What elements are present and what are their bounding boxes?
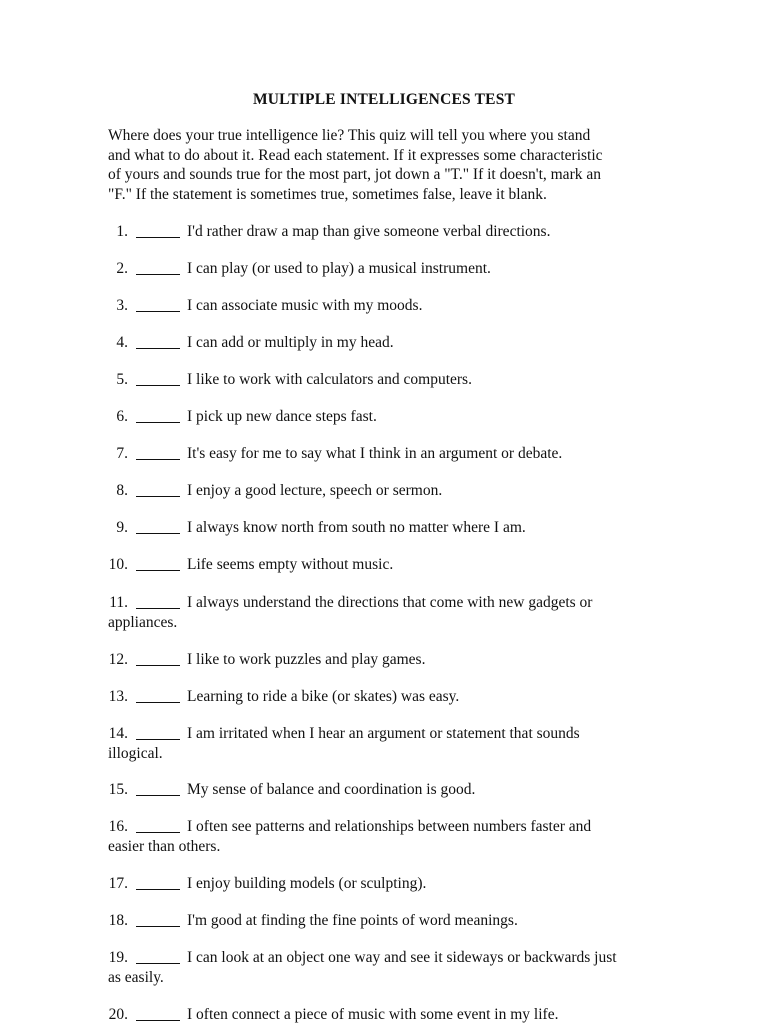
answer-blank[interactable]	[136, 687, 180, 703]
list-item	[108, 874, 668, 894]
answer-blank[interactable]	[136, 817, 180, 833]
question-number: 12.	[108, 651, 128, 668]
list-item	[108, 370, 668, 390]
list-item	[108, 407, 668, 427]
list-item	[108, 444, 668, 464]
intro-line: of yours and sounds true for the most part, jot down a "T." If it doesn't, mark an	[108, 166, 601, 183]
question-line	[108, 650, 668, 670]
question-text: I can look at an object one way and see it sideways or backwards just	[187, 949, 617, 966]
question-number: 8.	[116, 482, 128, 499]
question-line	[108, 222, 668, 242]
question-number: 1.	[116, 223, 128, 240]
question-line	[108, 407, 668, 427]
question-text: I like to work puzzles and play games.	[187, 651, 426, 668]
answer-blank[interactable]	[136, 296, 180, 312]
question-line	[108, 687, 668, 707]
intro-line: and what to do about it. Read each statement. If it expresses some characteristic	[108, 146, 603, 164]
list-item	[108, 780, 668, 800]
answer-blank[interactable]	[136, 222, 180, 238]
question-line	[108, 555, 668, 575]
list-item	[108, 650, 668, 670]
answer-blank[interactable]	[136, 481, 180, 497]
question-line	[108, 948, 668, 968]
list-item	[108, 948, 668, 987]
question-text: I'm good at finding the fine points of word meanings.	[187, 912, 518, 929]
answer-blank[interactable]	[136, 444, 180, 460]
list-item	[108, 222, 668, 242]
question-text: I enjoy a good lecture, speech or sermon.	[187, 482, 443, 499]
question-text-continued: appliances.	[108, 613, 178, 631]
question-number: 11.	[109, 594, 128, 611]
question-line	[108, 911, 668, 931]
question-number: 16.	[108, 818, 128, 835]
question-text: Learning to ride a bike (or skates) was easy.	[187, 688, 460, 705]
question-text: I am irritated when I hear an argument or statement that sounds	[187, 725, 580, 742]
question-line	[108, 874, 668, 894]
list-item	[108, 1005, 668, 1025]
question-text: I enjoy building models (or sculpting).	[187, 875, 427, 892]
answer-blank[interactable]	[136, 333, 180, 349]
question-text-continued: illogical.	[108, 744, 163, 762]
question-line	[108, 296, 668, 316]
answer-blank[interactable]	[136, 370, 180, 386]
list-item	[108, 911, 668, 931]
answer-blank[interactable]	[136, 724, 180, 740]
question-number: 18.	[108, 912, 128, 929]
question-number: 7.	[116, 445, 128, 462]
question-text: Life seems empty without music.	[187, 556, 394, 573]
question-number: 4.	[116, 334, 128, 351]
question-line	[108, 370, 668, 390]
question-number: 2.	[116, 260, 128, 277]
question-line	[108, 1005, 668, 1025]
question-number: 6.	[116, 408, 128, 425]
question-text: I'd rather draw a map than give someone verbal directions.	[187, 223, 551, 240]
question-line	[108, 444, 668, 464]
list-item	[108, 333, 668, 353]
answer-blank[interactable]	[136, 911, 180, 927]
intro-paragraph	[108, 126, 668, 204]
question-text-continued: easier than others.	[108, 837, 221, 855]
question-line	[108, 481, 668, 501]
page-title: MULTIPLE INTELLIGENCES TEST	[252, 91, 516, 108]
answer-blank[interactable]	[136, 555, 180, 571]
answer-blank[interactable]	[136, 948, 180, 964]
list-item	[108, 555, 668, 575]
intro-line: "F." If the statement is sometimes true, sometimes false, leave it blank.	[108, 185, 547, 203]
question-number: 10.	[108, 556, 128, 573]
question-number: 17.	[108, 875, 128, 892]
question-text-continued: as easily.	[108, 968, 164, 986]
list-item	[108, 593, 668, 632]
answer-blank[interactable]	[136, 407, 180, 423]
list-item	[108, 481, 668, 501]
question-number: 3.	[116, 297, 128, 314]
question-text: It's easy for me to say what I think in an argument or debate.	[187, 445, 563, 462]
list-item	[108, 259, 668, 279]
question-text: I always understand the directions that come with new gadgets or	[187, 594, 593, 611]
answer-blank[interactable]	[136, 874, 180, 890]
question-line	[108, 724, 668, 744]
answer-blank[interactable]	[136, 593, 180, 609]
question-number: 20.	[108, 1006, 128, 1023]
question-line	[108, 333, 668, 353]
question-text: I can play (or used to play) a musical instrument.	[187, 260, 491, 277]
question-text: I often see patterns and relationships between numbers faster and	[187, 818, 592, 835]
question-line	[108, 817, 668, 837]
answer-blank[interactable]	[136, 259, 180, 275]
question-text: I like to work with calculators and computers.	[187, 371, 472, 388]
list-item	[108, 817, 668, 856]
question-line	[108, 259, 668, 279]
answer-blank[interactable]	[136, 780, 180, 796]
question-text: I pick up new dance steps fast.	[187, 408, 377, 425]
question-text: I often connect a piece of music with some event in my life.	[187, 1006, 559, 1023]
question-number: 9.	[116, 519, 128, 536]
question-line	[108, 518, 668, 538]
question-line	[108, 593, 668, 613]
question-text: I can associate music with my moods.	[187, 297, 423, 314]
list-item	[108, 518, 668, 538]
question-number: 14.	[108, 725, 128, 742]
answer-blank[interactable]	[136, 518, 180, 534]
list-item	[108, 687, 668, 707]
question-number: 19.	[108, 949, 128, 966]
question-text: I always know north from south no matter where I am.	[187, 519, 526, 536]
intro-line: Where does your true intelligence lie? This quiz will tell you where you stand	[108, 127, 591, 144]
answer-blank[interactable]	[136, 650, 180, 666]
question-number: 5.	[116, 371, 128, 388]
question-number: 15.	[108, 781, 128, 798]
question-text: My sense of balance and coordination is good.	[187, 781, 476, 798]
list-item	[108, 724, 668, 763]
question-text: I can add or multiply in my head.	[187, 334, 394, 351]
question-number: 13.	[108, 688, 128, 705]
answer-blank[interactable]	[136, 1005, 180, 1021]
question-line	[108, 780, 668, 800]
list-item	[108, 296, 668, 316]
